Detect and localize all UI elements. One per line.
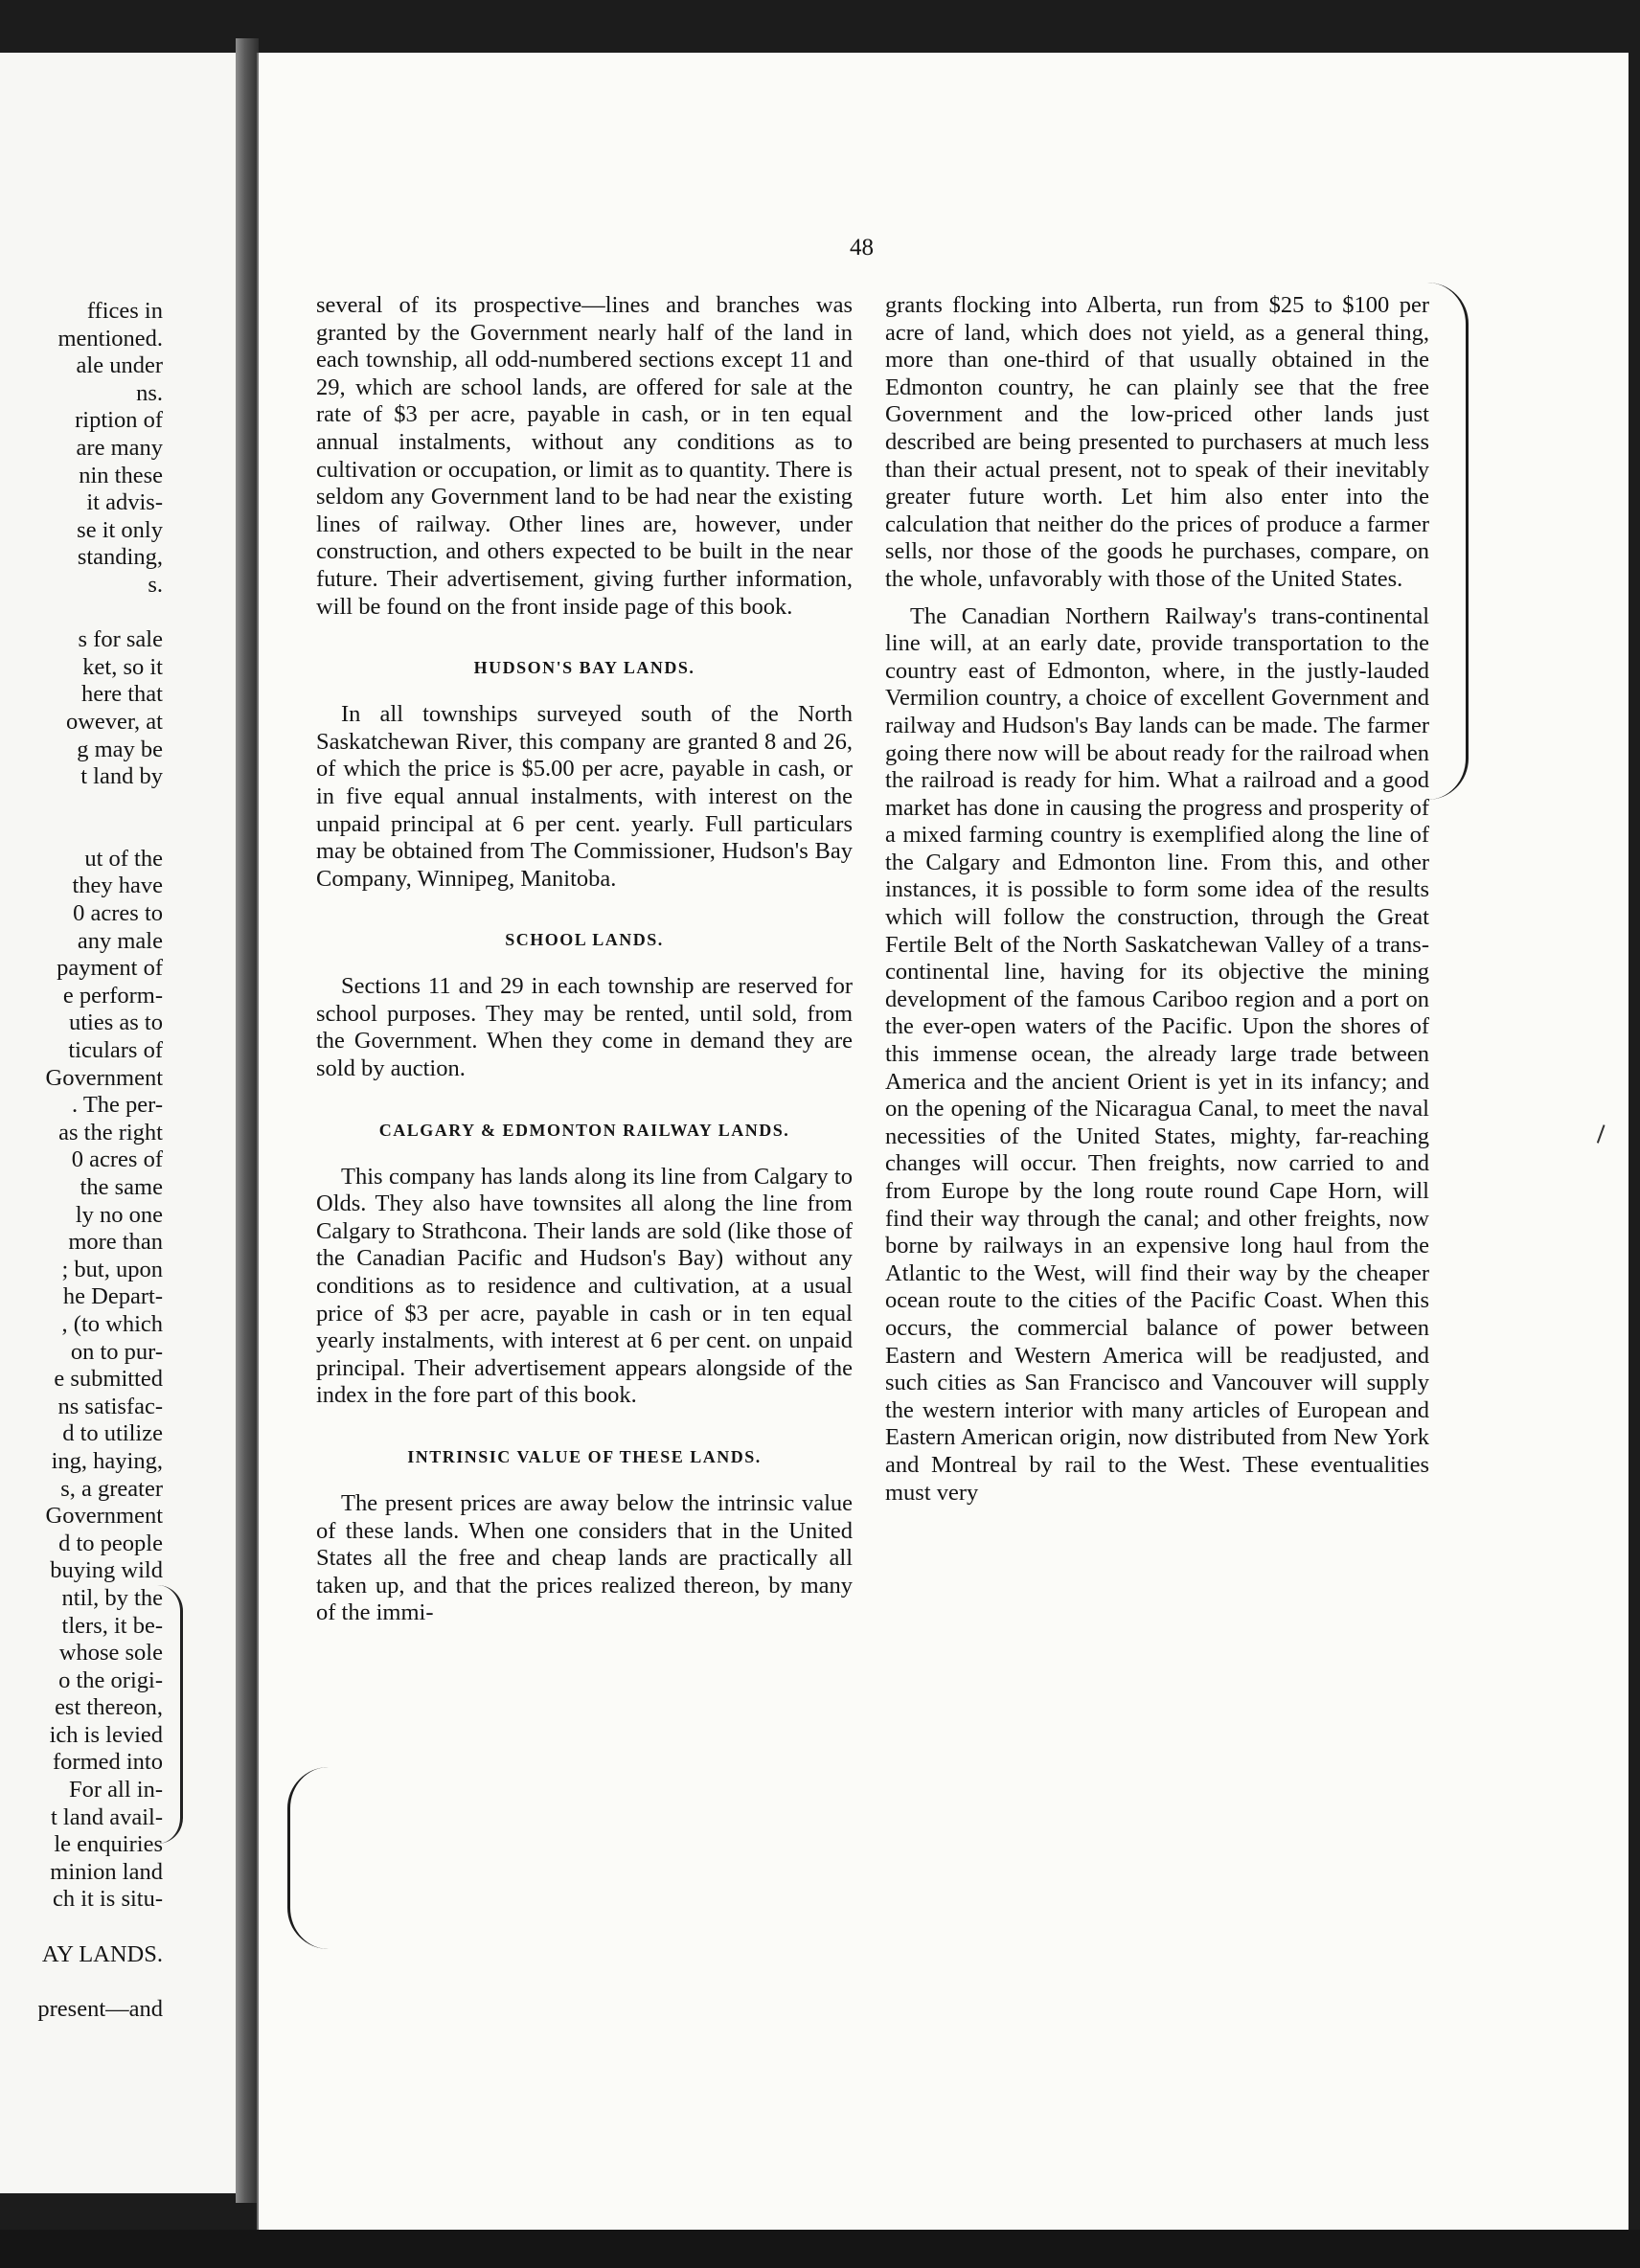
previous-page-line: more than <box>68 1229 163 1256</box>
previous-page-line: ly no one <box>75 1201 163 1228</box>
previous-page <box>0 53 238 2193</box>
previous-page-line: it advis- <box>86 489 163 516</box>
previous-page-line: he Depart- <box>62 1283 163 1310</box>
previous-page-line: est thereon, <box>55 1694 163 1721</box>
previous-page-line: . The per- <box>72 1092 163 1119</box>
previous-page-line <box>0 791 163 819</box>
previous-page-line: buying wild <box>50 1557 163 1584</box>
previous-page-line: owever, at <box>65 708 163 735</box>
previous-page-line: ns. <box>136 379 163 406</box>
school-lands-paragraph: Sections 11 and 29 in each township are reserved for school purposes. They may be rented, until sold, from the Government. When they come in demand they are sold by auction. <box>316 973 853 1082</box>
previous-page-line: ; but, upon <box>61 1256 163 1282</box>
left-column <box>316 292 853 1627</box>
previous-page-line: nin these <box>79 462 163 488</box>
previous-page-line: d to utilize <box>62 1420 163 1447</box>
previous-page-line: ch it is situ- <box>52 1886 163 1913</box>
page-number: 48 <box>850 235 874 261</box>
previous-page-line: ale under <box>76 352 163 379</box>
previous-page-line: ription of <box>75 407 163 434</box>
right-column <box>885 292 1429 1507</box>
previous-page-line: s. <box>148 571 163 598</box>
previous-page-line: AY LANDS. <box>41 1940 163 1967</box>
previous-page-line <box>0 1968 163 1996</box>
previous-page-line: t land by <box>80 763 163 790</box>
pencil-tick-mark <box>1597 1124 1610 1145</box>
previous-page-line: d to people <box>58 1530 163 1556</box>
hudson-bay-heading: HUDSON'S BAY LANDS. <box>473 658 695 678</box>
previous-page-line: mentioned. <box>57 325 163 352</box>
previous-page-line: ket, so it <box>82 653 163 680</box>
previous-page-line: present—and <box>37 1995 163 2022</box>
previous-page-line: ut of the <box>84 845 163 872</box>
previous-page-line: ing, haying, <box>51 1447 163 1474</box>
previous-page-line: 0 acres to <box>73 900 163 927</box>
calgary-edmonton-paragraph: This company has lands along its line from Calgary to Olds. They also have townsites all along the line from Calgary to Strathcona. Their lands are sold (like those of the Canadian Pacific and Hudson's Bay) without any conditions as to residence and cultivation, at a usual price of $3 per acre, payable in cash or in ten equal yearly instalments, with interest at 6 per cent. on unpaid principal. Their advertisement appears alongside of the index in the fore part of this book. <box>316 1163 853 1409</box>
previous-page-line: ffices in <box>86 298 163 324</box>
calgary-edmonton-heading: CALGARY & EDMONTON RAILWAY LANDS. <box>378 1120 790 1140</box>
previous-page-line: s for sale <box>78 626 163 653</box>
previous-page-line: Government <box>45 1503 163 1530</box>
previous-page-line: t land avail- <box>50 1803 163 1830</box>
previous-page-line: e submitted <box>54 1366 163 1393</box>
hudson-bay-paragraph: In all townships surveyed south of the North Saskatchewan River, this company are granted 8 and 26, of which the price is $5.00 per acre, payable in cash, or in five equal annual instalments, with interest on the unpaid principal at 6 per cent. yearly. Full particulars may be obtained from The Commissioner, Hudson's Bay Company, Winnipeg, Manitoba. <box>316 701 853 892</box>
book-gutter <box>236 38 259 2203</box>
previous-page-line: minion land <box>50 1858 163 1885</box>
previous-page-text <box>0 298 163 2023</box>
previous-page-line <box>0 1914 163 1941</box>
scan-border <box>0 2230 1640 2268</box>
previous-page-line: s, a greater <box>60 1475 163 1502</box>
pencil-bracket-mark-left <box>287 1767 329 1949</box>
previous-page-line: tlers, it be- <box>61 1612 163 1639</box>
previous-page-line: they have <box>72 873 163 899</box>
previous-page-line: any male <box>77 927 163 954</box>
previous-page-line: formed into <box>53 1749 163 1776</box>
previous-page-line: ntil, by the <box>61 1584 163 1611</box>
previous-page-line: o the origi- <box>58 1667 163 1693</box>
previous-page-line: For all in- <box>69 1777 163 1803</box>
previous-page-line: whose sole <box>58 1640 163 1667</box>
book-page <box>257 53 1629 2232</box>
previous-page-line: the same <box>80 1174 163 1200</box>
pencil-bracket-mark-right <box>1427 283 1469 800</box>
previous-page-line: 0 acres of <box>71 1146 163 1173</box>
pencil-bracket-mark <box>157 1585 183 1844</box>
previous-page-line: se it only <box>77 516 163 543</box>
canadian-northern-paragraph: The Canadian Northern Railway's trans-continental line will, at an early date, provide transportation to the country east of Edmonton, where, in the justly-lauded Vermilion country, a choice of excellent Government and railway and Hudson's Bay lands can be made. The farmer going there now will be about ready for the railroad when the railroad is ready for him. What a railroad and a good market has done in causing the progress and prosperity of a mixed farming country is exemplified along the line of the Calgary and Edmonton line. From this, and other instances, it is possible to form some idea of the results which will follow the construction, through the Great Fertile Belt of the North Saskatchewan Valley of a trans-continental line, having for its objective the mining development of the famous Cariboo region and a port on the ever-open waters of the Pacific. Upon the shores of this immense ocean, the already large trade between America and the ancient Orient is yet in its infancy; and on the opening of the Nicaragua Canal, to meet the naval necessities of the United States, mighty, far-reaching changes will occur. Then freights, now carried to and from Europe by the long route round Cape Horn, will find their way through the canal; and other freights, now borne by railways in an expensive long haul from the Atlantic to the West, will find their way by the cheaper ocean route to the cities of the Pacific Coast. When this occurs, the commercial balance of power between Eastern and Western America will be readjusted, and such cities as San Francisco and Vancouver will supply the western interior with many articles of European and Eastern American origin, now distributed from New York and Montreal by rail to the West. These eventualities must very <box>885 602 1429 1506</box>
previous-page-line: here that <box>80 681 163 708</box>
intrinsic-value-paragraph: The present prices are away below the intrinsic value of these lands. When one considers that in the United States all the free and cheap lands are practically all taken up, and that the prices realized thereon, by many of the immi- <box>316 1490 853 1626</box>
continued-paragraph: grants flocking into Alberta, run from $25 to $100 per acre of land, which does not yield, as a general thing, more than one-third of that usually obtained in the Edmonton country, he can plainly see that the free Government and the low-priced other lands just described are being presented to purchasers at much less than their actual present, not to speak of their inevitably greater future worth. Let him also enter into the calculation that neither do the prices of produce a farmer sells, nor those of the goods he purchases, compare, on the whole, unfavorably with those of the United States. <box>885 292 1429 592</box>
previous-page-line: ns satisfac- <box>57 1393 163 1419</box>
previous-page-line: g may be <box>77 736 163 762</box>
previous-page-line: e perform- <box>62 982 163 1009</box>
previous-page-line: ich is levied <box>49 1721 163 1748</box>
previous-page-line: ticulars of <box>68 1037 163 1064</box>
previous-page-line: , (to which <box>61 1310 163 1337</box>
previous-page-line: are many <box>76 434 163 461</box>
previous-page-line <box>0 818 163 846</box>
previous-page-line: le enquiries <box>54 1831 163 1858</box>
intro-paragraph: several of its prospective—lines and branches was granted by the Government nearly half of the land in each township, all odd-numbered sections except 11 and 29, which are school lands, are offered for sale at the rate of $3 per acre, payable in cash, or in ten equal annual instalments, without any conditions as to cultivation or occupation, or limit as to quantity. There is seldom any Government land to be had near the existing lines of railway. Other lines are, however, under construction, and others expected to be built in the near future. Their advertisement, giving further information, will be found on the front inside page of this book. <box>316 292 853 620</box>
school-lands-heading: SCHOOL LANDS. <box>505 930 664 950</box>
previous-page-line: as the right <box>58 1119 163 1145</box>
previous-page-line <box>0 600 163 627</box>
previous-page-line: standing, <box>77 544 163 571</box>
previous-page-line: Government <box>45 1064 163 1091</box>
previous-page-line: uties as to <box>69 1009 163 1036</box>
previous-page-line: payment of <box>57 955 163 982</box>
intrinsic-value-heading: INTRINSIC VALUE OF THESE LANDS. <box>407 1447 762 1466</box>
previous-page-line: on to pur- <box>70 1338 163 1365</box>
